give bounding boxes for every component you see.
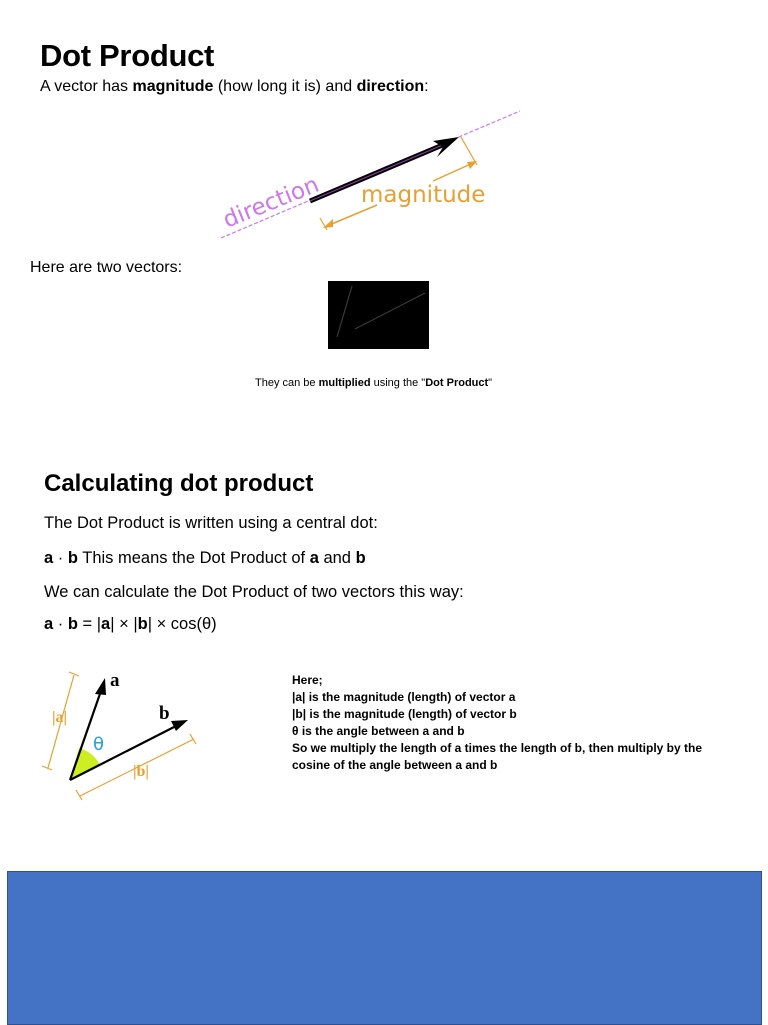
formula-eq: = |	[77, 615, 102, 633]
formula-b: b	[67, 615, 78, 633]
formula-dot: ·	[53, 615, 68, 633]
meaning-b: b	[67, 549, 78, 567]
caption-dot-product: Dot Product	[425, 377, 489, 389]
section-title: Calculating dot product	[44, 470, 314, 497]
meaning-a2: a	[309, 549, 319, 567]
intro-text	[40, 78, 429, 96]
intro-pre: A vector has	[40, 78, 133, 95]
vector-figure	[215, 105, 525, 245]
explanation-line: Here;	[292, 673, 323, 687]
meaning-dot: ·	[53, 549, 68, 567]
intro-mid: (how long it is) and	[213, 78, 357, 95]
calculate-text: We can calculate the Dot Product of two vectors this way:	[44, 583, 464, 601]
vector-a-arrowhead	[95, 678, 106, 695]
formula-a2: a	[101, 615, 111, 633]
page-title: Dot Product	[40, 38, 215, 73]
vector-b-arrowhead	[171, 720, 188, 731]
label-theta: θ	[93, 734, 105, 755]
caption-post: "	[488, 377, 493, 389]
magnitude-tick-right	[461, 137, 477, 165]
label-a: a	[110, 670, 120, 691]
meaning-text: This means the Dot Product of	[77, 549, 310, 567]
formula-a: a	[44, 615, 54, 633]
explanation-line: So we multiply the length of a times the length of b, then multiply by the cosine of the angle between a and b	[292, 741, 703, 772]
abs-b-tick-right	[190, 734, 196, 744]
intro-magnitude: magnitude	[132, 78, 214, 95]
caption-mid: using the "	[370, 377, 426, 389]
formula-end: | × cos(θ)	[147, 615, 217, 633]
magnitude-arrow-left	[327, 205, 377, 226]
meaning-and: and	[318, 549, 356, 567]
explanation-line: |a| is the magnitude (length) of vector a	[292, 690, 516, 704]
formula-b2: b	[137, 615, 148, 633]
label-b: b	[159, 703, 170, 724]
intro-post: :	[424, 78, 429, 95]
explanation-line: |b| is the magnitude (length) of vector b	[292, 707, 517, 721]
formula-mid: | × |	[110, 615, 138, 633]
blue-content-box	[7, 871, 762, 1025]
magnitude-tick-left	[320, 218, 327, 230]
angle-diagram	[36, 664, 206, 804]
dot-product-formula	[44, 615, 217, 634]
caption-multiplied: multiplied	[318, 377, 371, 389]
abs-a-tick-bottom	[42, 766, 52, 770]
two-vectors-text: Here are two vectors:	[30, 259, 183, 276]
explanation-line: θ is the angle between a and b	[292, 724, 465, 738]
magnitude-label: magnitude	[361, 182, 486, 208]
two-vectors-image	[328, 281, 429, 349]
dot-product-meaning	[44, 549, 366, 568]
caption-pre: They can be	[255, 377, 319, 389]
magnitude-arrow-right-head	[467, 161, 477, 169]
explanation-block	[292, 672, 732, 774]
dot-product-caption	[255, 377, 492, 389]
label-abs-b: |b|	[133, 763, 149, 780]
label-abs-a: |a|	[52, 709, 68, 726]
central-dot-text: The Dot Product is written using a central dot:	[44, 514, 378, 532]
meaning-a: a	[44, 549, 54, 567]
meaning-b2: b	[355, 549, 366, 567]
magnitude-arrow-right	[433, 163, 473, 181]
intro-direction: direction	[356, 78, 425, 95]
direction-label: direction	[219, 171, 323, 234]
